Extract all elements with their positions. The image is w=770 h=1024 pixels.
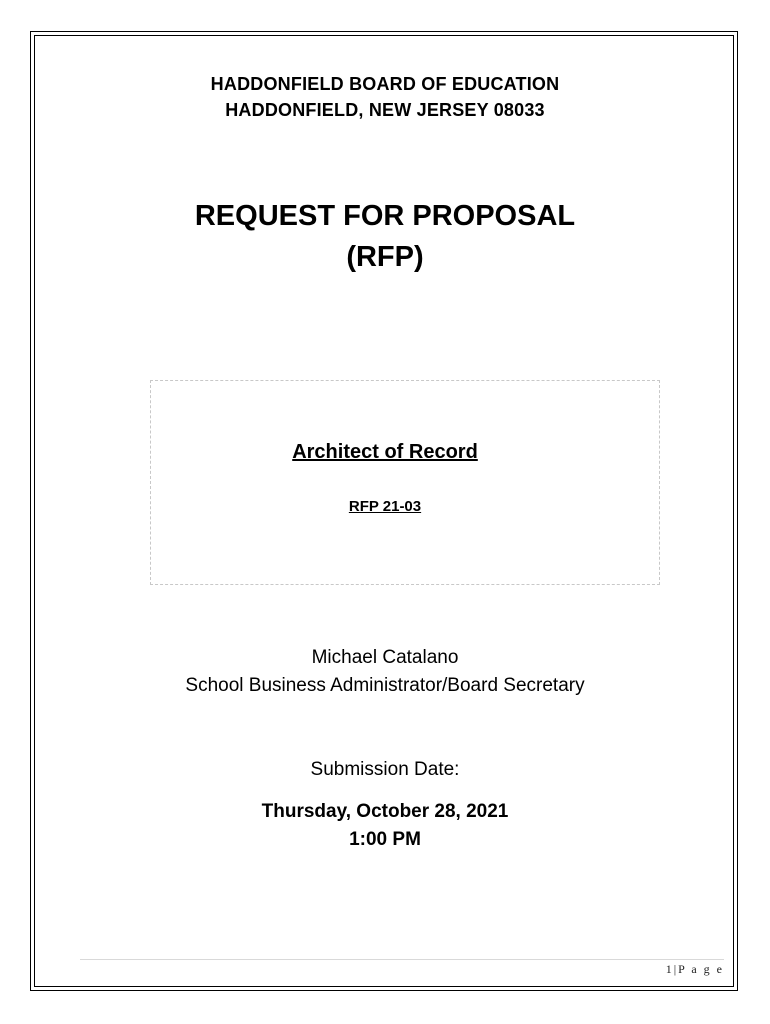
title-line-1: REQUEST FOR PROPOSAL (194, 200, 576, 232)
submission-label: Submission Date: (310, 759, 460, 780)
page-label: P a g e (678, 962, 724, 976)
page-number: 1 (665, 962, 674, 976)
page-footer: 1|P a g e (665, 962, 724, 976)
organization-header (0, 71, 770, 123)
title-line-2: (RFP) (346, 241, 424, 273)
rfp-subject: Architect of Record (292, 441, 478, 463)
rfp-title-box (150, 380, 660, 585)
footer-divider (80, 959, 724, 960)
submission-date: Thursday, October 28, 2021 (261, 801, 509, 822)
document-title (0, 196, 770, 278)
org-address: HADDONFIELD, NEW JERSEY 08033 (225, 100, 545, 120)
rfp-number: RFP 21-03 (348, 498, 422, 515)
contact-name: Michael Catalano (311, 647, 459, 668)
contact-block (0, 644, 770, 700)
submission-block (0, 798, 770, 854)
contact-role: School Business Administrator/Board Secretary (185, 675, 585, 696)
org-name: HADDONFIELD BOARD OF EDUCATION (210, 74, 560, 94)
submission-time: 1:00 PM (349, 829, 421, 850)
